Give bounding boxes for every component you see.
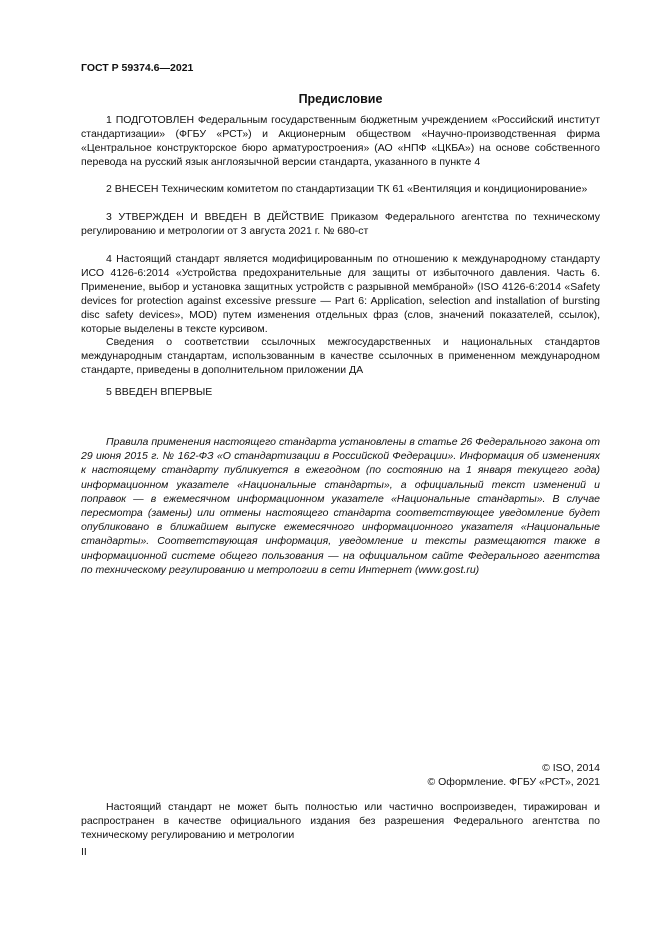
section-1-text: 1 ПОДГОТОВЛЕН Федеральным государственным бюджетным учреждением «Российский институт стандартизации» (ФГБУ «РСТ») и Акционерным обществом «Научно-производственная фирма «Центральное конструкторское бюро арматуростроения» (АО «НПФ «ЦКБА») на основе собственного перевода на русский язык англоязычной версии стандарта, указанного в пункте 4 — [81, 114, 600, 168]
document-number: ГОСТ Р 59374.6—2021 — [81, 62, 194, 74]
section-4 — [81, 253, 600, 378]
reproduction-notice: Настоящий стандарт не может быть полностью или частично воспроизведен, тиражирован и распространен в качестве официального издания без разрешения Федерального агентства по техническому регулированию и метрологии — [81, 801, 600, 841]
section-1 — [81, 114, 600, 170]
copyright-rst: © Оформление. ФГБУ «РСТ», 2021 — [427, 776, 600, 788]
section-5-text: 5 ВВЕДЕН ВПЕРВЫЕ — [106, 386, 213, 398]
page-number: II — [81, 846, 87, 858]
section-2 — [81, 183, 600, 197]
section-2-text: 2 ВНЕСЕН Техническим комитетом по стандартизации ТК 61 «Вентиляция и кондиционирование» — [106, 183, 588, 195]
section-5 — [81, 386, 600, 400]
section-3-text: 3 УТВЕРЖДЕН И ВВЕДЕН В ДЕЙСТВИЕ Приказом Федерального агентства по техническому регулированию и метрологии от 3 августа 2021 г. № 680-ст — [81, 211, 600, 237]
copyright-iso: © ISO, 2014 — [542, 762, 600, 774]
application-rules-notice: Правила применения настоящего стандарта установлены в статье 26 Федерального закона от 29 июня 2015 г. № 162-ФЗ «О стандартизации в Российской Федерации». Информация об изменениях к настоящему стандарту публикуется в ежегодном (по состоянию на 1 января текущего года) информационном указателе «Национальные стандарты», а официальный текст изменений и поправок — в ежемесячном информационном указателе «Национальные стандарты». В случае пересмотра (замены) или отмены настоящего стандарта соответствующее уведомление будет опубликовано в ближайшем выпуске ежемесячного информационного указателя «Национальные стандарты». Соответствующая информация, уведомление и тексты размещаются также в информационной системе общего пользования — на официальном сайте Федерального агентства по техническому регулированию и метрологии в сети Интернет (www.gost.ru) — [81, 436, 600, 576]
page-title: Предисловие — [298, 92, 383, 106]
section-3 — [81, 211, 600, 239]
section-4-references-text: Сведения о соответствии ссылочных межгосударственных и национальных стандартов международным стандартам, использованным в качестве ссылочных в примененном международном стандарте, приведены в дополнительном приложении ДА — [81, 336, 600, 377]
section-4-text: 4 Настоящий стандарт является модифицированным по отношению к международному стандарту ИСО 4126-6:2014 «Устройства предохранительные для защиты от избыточного давления. Часть 6. Применение, выбор и установка защитных устройств с разрывной мембраной» (ISO 4126-6:2014 «Safety devices for protection against excessive pressure — Part 6: Application, selection and installation of bursting disc safety devices», MOD) путем изменения отдельных фраз (слов, значений показателей, ссылок), которые выделены в тексте курсивом. — [81, 253, 600, 335]
